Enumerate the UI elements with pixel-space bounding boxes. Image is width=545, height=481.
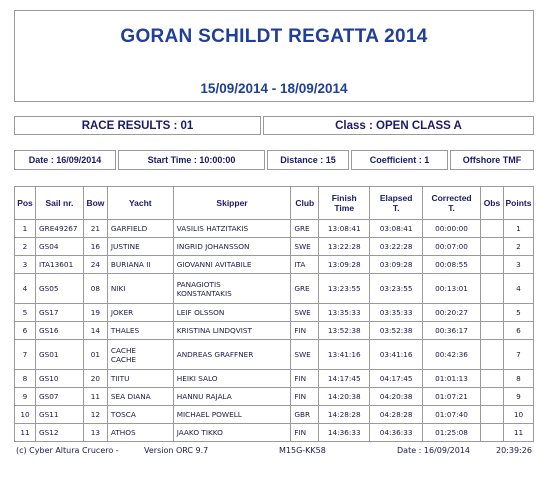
cell-yacht: ATHOS — [107, 424, 173, 442]
cell-club: ITA — [291, 256, 319, 274]
cell-yacht: GARFIELD — [107, 220, 173, 238]
cell-obs — [480, 256, 503, 274]
info-coefficient: Coefficient : 1 — [351, 150, 448, 170]
cell-skipper: VASILIS HATZITAKIS — [173, 220, 291, 238]
table-row — [15, 274, 534, 304]
cell-corrected: 01:01:13 — [423, 370, 481, 388]
cell-skipper: KRISTINA LINDQVIST — [173, 322, 291, 340]
cell-corrected: 00:36:17 — [423, 322, 481, 340]
footer — [14, 446, 534, 458]
race-info-bar — [14, 150, 534, 170]
cell-finish: 14:36:33 — [319, 424, 370, 442]
results-table — [14, 186, 534, 442]
cell-points: 2 — [503, 238, 533, 256]
cell-pos: 6 — [15, 322, 36, 340]
cell-club: SWE — [291, 238, 319, 256]
cell-club: GRE — [291, 274, 319, 304]
cell-points: 7 — [503, 340, 533, 370]
cell-elapsed: 04:36:33 — [370, 424, 423, 442]
cell-sail: GS12 — [35, 424, 83, 442]
cell-sail: GS11 — [35, 406, 83, 424]
cell-elapsed: 03:08:41 — [370, 220, 423, 238]
cell-sail: GS10 — [35, 370, 83, 388]
race-results-label: RACE RESULTS : 01 — [14, 116, 261, 135]
col-obs: Obs — [480, 187, 503, 220]
cell-points: 8 — [503, 370, 533, 388]
cell-bow: 12 — [83, 406, 107, 424]
cell-obs — [480, 370, 503, 388]
col-skipper: Skipper — [173, 187, 291, 220]
cell-bow: 01 — [83, 340, 107, 370]
cell-corrected: 00:00:00 — [423, 220, 481, 238]
cell-sail: GS01 — [35, 340, 83, 370]
footer-date: Date : 16/09/2014 — [397, 446, 471, 455]
col-points: Points — [503, 187, 533, 220]
cell-corrected: 00:07:00 — [423, 238, 481, 256]
cell-club: FIN — [291, 424, 319, 442]
info-system: Offshore TMF — [450, 150, 534, 170]
cell-bow: 16 — [83, 238, 107, 256]
cell-skipper: MICHAEL POWELL — [173, 406, 291, 424]
footer-copyright: (c) Cyber Altura Crucero - — [16, 446, 119, 455]
cell-club: GBR — [291, 406, 319, 424]
cell-finish: 14:17:45 — [319, 370, 370, 388]
cell-points: 5 — [503, 304, 533, 322]
table-row — [15, 304, 534, 322]
cell-yacht: TIITU — [107, 370, 173, 388]
cell-points: 10 — [503, 406, 533, 424]
cell-yacht: NIKI — [107, 274, 173, 304]
cell-yacht: JUSTINE — [107, 238, 173, 256]
info-date: Date : 16/09/2014 — [14, 150, 116, 170]
table-row — [15, 340, 534, 370]
cell-points: 6 — [503, 322, 533, 340]
cell-skipper: ANDREAS GRAFFNER — [173, 340, 291, 370]
cell-corrected: 01:07:21 — [423, 388, 481, 406]
table-row — [15, 238, 534, 256]
cell-points: 1 — [503, 220, 533, 238]
cell-elapsed: 03:23:55 — [370, 274, 423, 304]
cell-bow: 20 — [83, 370, 107, 388]
cell-corrected: 00:13:01 — [423, 274, 481, 304]
cell-corrected: 00:42:36 — [423, 340, 481, 370]
cell-corrected: 00:08:55 — [423, 256, 481, 274]
cell-bow: 11 — [83, 388, 107, 406]
cell-points: 11 — [503, 424, 533, 442]
cell-club: GRE — [291, 220, 319, 238]
cell-obs — [480, 274, 503, 304]
cell-obs — [480, 388, 503, 406]
cell-obs — [480, 340, 503, 370]
race-class-label: Class : OPEN CLASS A — [263, 116, 534, 135]
cell-skipper: INGRID JOHANSSON — [173, 238, 291, 256]
col-sail: Sail nr. — [35, 187, 83, 220]
regatta-title: GORAN SCHILDT REGATTA 2014 — [120, 26, 428, 47]
cell-obs — [480, 406, 503, 424]
cell-finish: 13:08:41 — [319, 220, 370, 238]
cell-elapsed: 04:28:28 — [370, 406, 423, 424]
cell-points: 3 — [503, 256, 533, 274]
cell-pos: 9 — [15, 388, 36, 406]
cell-pos: 7 — [15, 340, 36, 370]
cell-finish: 14:28:28 — [319, 406, 370, 424]
cell-pos: 10 — [15, 406, 36, 424]
cell-elapsed: 04:17:45 — [370, 370, 423, 388]
cell-yacht: SEA DIANA — [107, 388, 173, 406]
cell-bow: 08 — [83, 274, 107, 304]
cell-yacht: JOKER — [107, 304, 173, 322]
cell-finish: 13:22:28 — [319, 238, 370, 256]
col-elapsed: Elapsed T. — [370, 187, 423, 220]
cell-finish: 13:35:33 — [319, 304, 370, 322]
table-row — [15, 256, 534, 274]
cell-elapsed: 03:09:28 — [370, 256, 423, 274]
cell-elapsed: 03:52:38 — [370, 322, 423, 340]
cell-obs — [480, 424, 503, 442]
footer-code: M15G-KK58 — [279, 446, 326, 455]
cell-club: FIN — [291, 370, 319, 388]
cell-sail: GS07 — [35, 388, 83, 406]
cell-skipper: JAAKO TIKKO — [173, 424, 291, 442]
cell-skipper: PANAGIOTIS KONSTANTAKIS — [173, 274, 291, 304]
cell-skipper: HANNU RAJALA — [173, 388, 291, 406]
cell-pos: 8 — [15, 370, 36, 388]
col-finish: Finish Time — [319, 187, 370, 220]
cell-pos: 4 — [15, 274, 36, 304]
cell-pos: 2 — [15, 238, 36, 256]
info-start-time: Start Time : 10:00:00 — [118, 150, 265, 170]
cell-bow: 24 — [83, 256, 107, 274]
cell-skipper: HEIKI SALO — [173, 370, 291, 388]
cell-bow: 19 — [83, 304, 107, 322]
info-distance: Distance : 15 — [267, 150, 349, 170]
col-corrected: Corrected T. — [423, 187, 481, 220]
cell-sail: GS04 — [35, 238, 83, 256]
table-row — [15, 424, 534, 442]
cell-obs — [480, 220, 503, 238]
regatta-title-box — [14, 10, 534, 102]
cell-obs — [480, 304, 503, 322]
cell-pos: 11 — [15, 424, 36, 442]
cell-skipper: GIOVANNI AVITABILE — [173, 256, 291, 274]
cell-points: 4 — [503, 274, 533, 304]
cell-corrected: 01:07:40 — [423, 406, 481, 424]
cell-finish: 13:23:55 — [319, 274, 370, 304]
cell-yacht: CACHE CACHE — [107, 340, 173, 370]
cell-finish: 13:09:28 — [319, 256, 370, 274]
table-row — [15, 406, 534, 424]
cell-points: 9 — [503, 388, 533, 406]
cell-sail: GRE49267 — [35, 220, 83, 238]
cell-elapsed: 03:35:33 — [370, 304, 423, 322]
cell-pos: 5 — [15, 304, 36, 322]
cell-sail: GS17 — [35, 304, 83, 322]
cell-bow: 21 — [83, 220, 107, 238]
footer-version: Version ORC 9.7 — [144, 446, 209, 455]
col-bow: Bow — [83, 187, 107, 220]
cell-finish: 13:41:16 — [319, 340, 370, 370]
cell-pos: 3 — [15, 256, 36, 274]
cell-finish: 13:52:38 — [319, 322, 370, 340]
cell-finish: 14:20:38 — [319, 388, 370, 406]
table-row — [15, 322, 534, 340]
footer-time: 20:39:26 — [496, 446, 532, 455]
cell-corrected: 01:25:08 — [423, 424, 481, 442]
cell-club: FIN — [291, 388, 319, 406]
results-header-row — [15, 187, 534, 220]
cell-club: SWE — [291, 304, 319, 322]
regatta-dates: 15/09/2014 - 18/09/2014 — [200, 81, 348, 96]
cell-obs — [480, 238, 503, 256]
col-pos: Pos — [15, 187, 36, 220]
cell-obs — [480, 322, 503, 340]
cell-club: SWE — [291, 340, 319, 370]
cell-pos: 1 — [15, 220, 36, 238]
cell-corrected: 00:20:27 — [423, 304, 481, 322]
cell-elapsed: 03:41:16 — [370, 340, 423, 370]
cell-bow: 13 — [83, 424, 107, 442]
cell-elapsed: 03:22:28 — [370, 238, 423, 256]
table-row — [15, 220, 534, 238]
cell-sail: GS16 — [35, 322, 83, 340]
cell-sail: ITA13601 — [35, 256, 83, 274]
cell-yacht: THALES — [107, 322, 173, 340]
cell-bow: 14 — [83, 322, 107, 340]
col-yacht: Yacht — [107, 187, 173, 220]
table-row — [15, 370, 534, 388]
cell-skipper: LEIF OLSSON — [173, 304, 291, 322]
col-club: Club — [291, 187, 319, 220]
table-row — [15, 388, 534, 406]
cell-sail: GS05 — [35, 274, 83, 304]
cell-club: FIN — [291, 322, 319, 340]
cell-elapsed: 04:20:38 — [370, 388, 423, 406]
cell-yacht: BURIANA II — [107, 256, 173, 274]
cell-yacht: TOSCA — [107, 406, 173, 424]
